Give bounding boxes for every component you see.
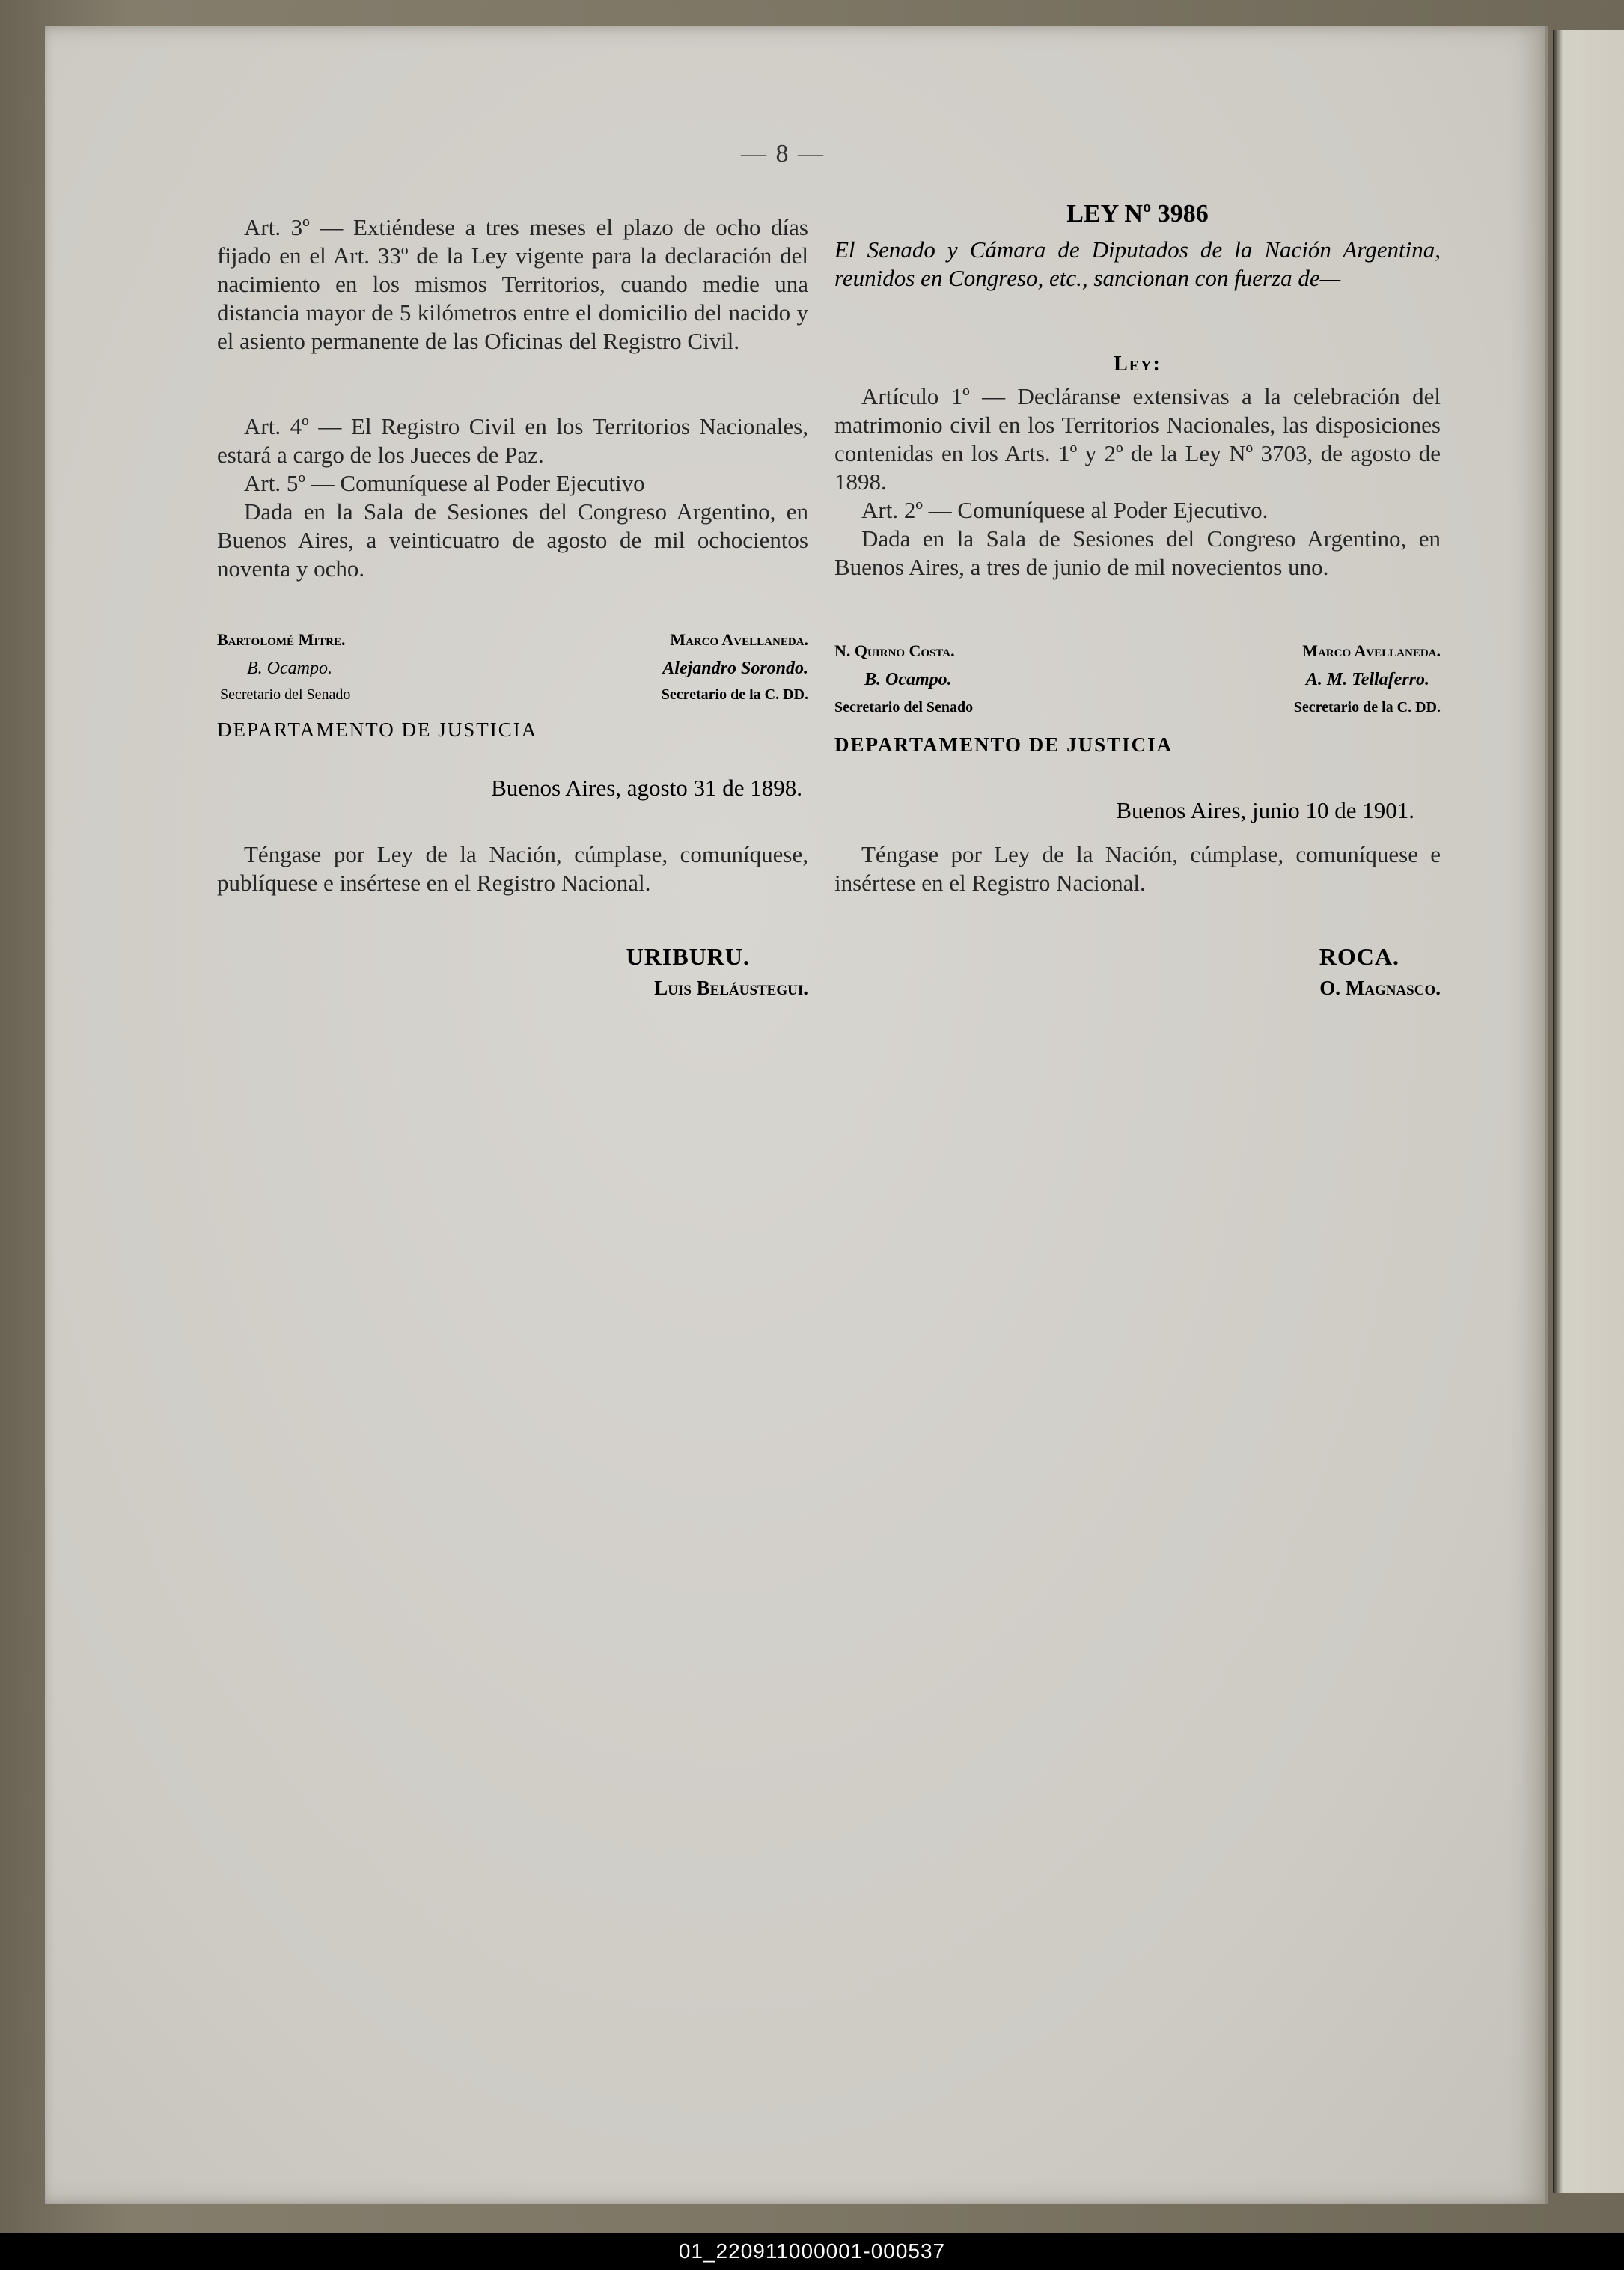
article-1: Artículo 1º — Decláranse extensivas a la celebración del matrimonio civil en los Territorios Nacionales, las disposiciones contenidas en los Arts. 1º y 2º de la Ley Nº 3703, de agosto de 1898. xyxy=(834,383,1441,495)
article-2: Art. 2º — Comuníquese al Poder Ejecutivo. xyxy=(861,497,1269,523)
signature-senate-secretary-title-right: Secretario del Senado xyxy=(834,699,974,716)
enactment-clause-right: Dada en la Sala de Sesiones del Congreso Argentino, en Buenos Aires, a tres de junio de mil novecientos uno. xyxy=(834,525,1441,580)
scan-identifier: 01_220911000001-000537 xyxy=(678,2239,946,2263)
department-heading-right: DEPARTAMENTO DE JUSTICIA xyxy=(834,733,1173,756)
signature-chamber-secretary-name: Alejandro Sorondo. xyxy=(662,659,808,678)
law-preamble: El Senado y Cámara de Diputados de la Nación Argentina, reunidos en Congreso, etc., sancionan con fuerza de— xyxy=(834,237,1441,291)
department-heading: DEPARTAMENTO DE JUSTICIA xyxy=(217,718,538,741)
ley-heading: Ley: xyxy=(1114,353,1161,376)
document-page xyxy=(45,26,1548,2204)
minister-signature-right: O. Magnasco. xyxy=(1319,977,1441,999)
signature-chamber-secretary-name-right: A. M. Tellaferro. xyxy=(1305,670,1429,689)
law-title: LEY Nº 3986 xyxy=(1066,200,1209,228)
enactment-clause: Dada en la Sala de Sesiones del Congreso Argentino, en Buenos Aires, a veinticuatro de agosto de mil ochocientos noventa y ocho. xyxy=(217,498,808,582)
signature-chamber-secretary-title-right: Secretario de la C. DD. xyxy=(1293,699,1441,716)
article-4: Art. 4º — El Registro Civil en los Territorios Nacionales, estará a cargo de los Jueces de Paz. xyxy=(217,413,808,468)
adjacent-page-edge xyxy=(1553,30,1624,2193)
decree-date: Buenos Aires, agosto 31 de 1898. xyxy=(491,775,802,801)
president-signature-right: ROCA. xyxy=(1319,943,1399,970)
decree-text-right: Téngase por Ley de la Nación, cúmplase, comuníquese e insértese en el Registro Nacional. xyxy=(834,841,1441,896)
article-5: Art. 5º — Comuníquese al Poder Ejecutivo xyxy=(244,470,645,496)
article-3: Art. 3º — Extiéndese a tres meses el plazo de ocho días fijado en el Art. 33º de la Ley vigente para la declaración del nacimiento en los mismos Territorios, cuando medie una distancia mayor de 5 kilómetros entre el domicilio del nacido y el asiento permanente de las Oficinas del Registro Civil. xyxy=(217,214,808,354)
signature-senate-president-right: N. Quirno Costa. xyxy=(834,641,955,660)
decree-date-right: Buenos Aires, junio 10 de 1901. xyxy=(1116,797,1414,823)
signature-chamber-secretary-title: Secretario de la C. DD. xyxy=(661,686,808,703)
signature-chamber-president-right: Marco Avellaneda. xyxy=(1302,641,1441,660)
signature-senate-secretary-name: B. Ocampo. xyxy=(247,659,332,678)
signature-senate-president: Bartolomé Mitre. xyxy=(217,630,346,649)
signature-chamber-president: Marco Avellaneda. xyxy=(670,630,808,649)
president-signature: URIBURU. xyxy=(626,943,750,970)
page-number: — 8 — xyxy=(741,140,825,168)
signature-senate-secretary-name-right: B. Ocampo. xyxy=(864,670,952,689)
signature-senate-secretary-title: Secretario del Senado xyxy=(220,686,351,703)
minister-signature: Luis Beláustegui. xyxy=(654,977,808,999)
decree-text: Téngase por Ley de la Nación, cúmplase, comuníquese, publíquese e insértese en el Registro Nacional. xyxy=(217,841,808,896)
scan-identifier-bar xyxy=(0,2233,1624,2270)
